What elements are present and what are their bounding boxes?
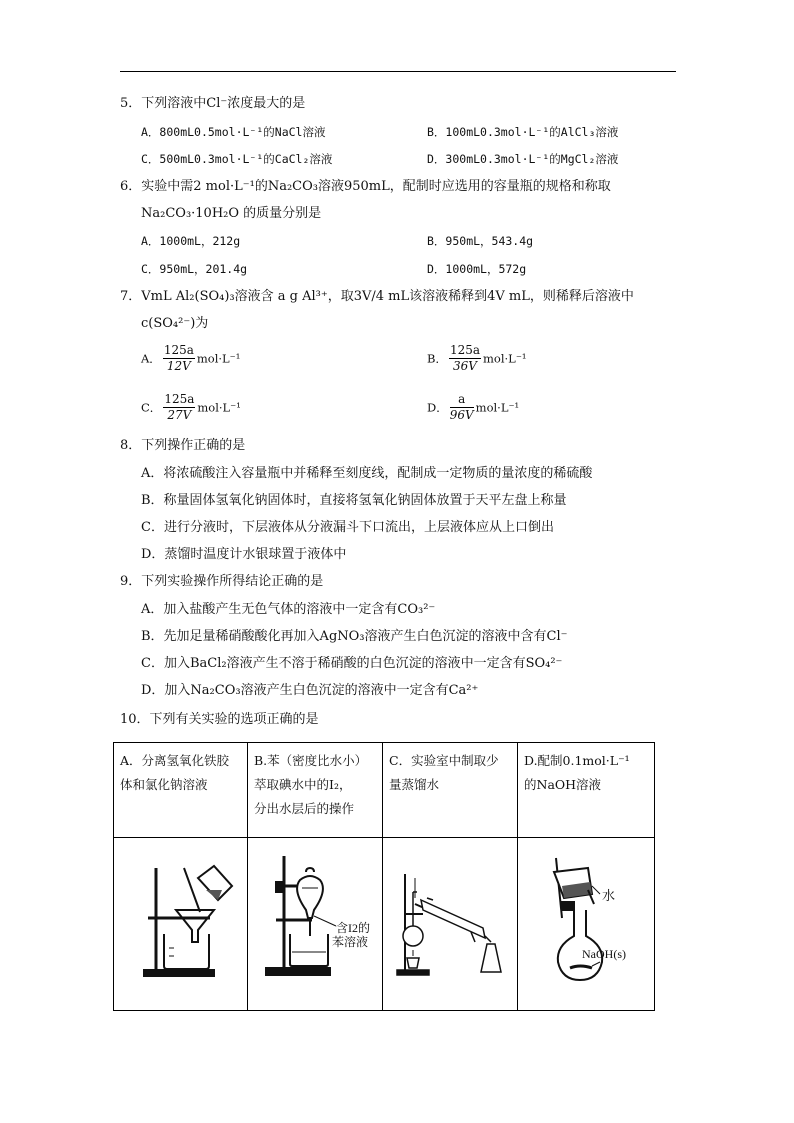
q10-figure-d xyxy=(518,838,655,1011)
q7-a-denominator: 12V xyxy=(166,359,191,373)
q7-option-a-fraction xyxy=(163,343,195,374)
q9-option-b: B．先加足量稀硝酸酸化再加入AgNO₃溶液产生白色沉淀的溶液中含有Cl⁻ xyxy=(141,629,568,644)
q8-option-b: B．称量固体氢氧化钠固体时，直接将氢氧化钠固体放置于天平左盘上称量 xyxy=(141,493,567,508)
q7-option-c-unit: mol·L⁻¹ xyxy=(197,400,241,415)
q7-option-b-label: B． xyxy=(427,351,447,366)
q9-stem: 9．下列实验操作所得结论正确的是 xyxy=(120,574,324,589)
q8-option-d: D．蒸馏时温度计水银球置于液体中 xyxy=(141,547,347,562)
q6-stem-line2: Na₂CO₃·10H₂O 的质量分别是 xyxy=(141,206,322,221)
q7-stem-line2: c(SO₄²⁻)为 xyxy=(141,316,209,331)
q7-option-d-fraction xyxy=(450,392,474,423)
q6-option-d: D．1000mL，572g xyxy=(427,262,527,276)
q6-option-a: A．1000mL，212g xyxy=(141,234,241,248)
q7-a-numerator: 125a xyxy=(163,343,194,357)
q10-figure-c xyxy=(383,838,518,1011)
distillation-apparatus-figure xyxy=(383,838,517,1002)
q10-stem: 10．下列有关实验的选项正确的是 xyxy=(120,712,319,727)
q8-option-a: A．将浓硫酸注入容量瓶中并稀释至刻度线，配制成一定物质的量浓度的稀硫酸 xyxy=(141,466,593,481)
q7-option-c xyxy=(141,392,241,423)
q10-c-line2: 量蒸馏水 xyxy=(389,777,440,792)
q7-option-b-fraction xyxy=(449,343,481,374)
q8-stem: 8．下列操作正确的是 xyxy=(120,438,246,453)
q7-b-denominator: 36V xyxy=(453,359,477,373)
q10-b-line3: 分出水层后的操作 xyxy=(254,801,355,816)
figure-d-naoh-label: NaOH(s) xyxy=(582,947,626,961)
q7-option-b-unit: mol·L⁻¹ xyxy=(483,351,527,366)
q7-option-a xyxy=(141,343,240,374)
q10-option-d-cell xyxy=(518,743,655,838)
q7-option-c-fraction xyxy=(163,392,195,423)
q8-option-c: C．进行分液时，下层液体从分液漏斗下口流出，上层液体应从上口倒出 xyxy=(141,520,554,535)
q9-option-c: C．加入BaCl₂溶液产生不溶于稀硝酸的白色沉淀的溶液中一定含有SO₄²⁻ xyxy=(141,656,563,671)
figure-b-label-line1: 含I2的 xyxy=(336,921,370,935)
q7-b-numerator: 125a xyxy=(449,343,481,357)
q10-options-table xyxy=(113,742,655,1011)
q10-c-line1: C．实验室中制取少 xyxy=(389,753,499,768)
q7-option-d-label: D． xyxy=(427,400,448,415)
q10-d-line2: 的NaOH溶液 xyxy=(524,777,602,792)
q10-figure-a xyxy=(114,838,248,1011)
figure-b-label-line2: 苯溶液 xyxy=(332,935,369,949)
q7-option-c-label: C． xyxy=(141,400,162,415)
filtration-apparatus-figure xyxy=(114,838,247,1002)
header-rule xyxy=(120,71,676,72)
q10-figure-row xyxy=(114,838,655,1011)
volumetric-flask-figure xyxy=(518,838,654,1002)
q7-d-numerator: a xyxy=(450,392,474,408)
q9-option-a: A．加入盐酸产生无色气体的溶液中一定含有CO₃²⁻ xyxy=(141,602,436,617)
q6-option-b: B．950mL，543.4g xyxy=(427,234,534,248)
q6-stem-line1: 6．实验中需2 mol·L⁻¹的Na₂CO₃溶液950mL，配制时应选用的容量瓶的规格和称取 xyxy=(120,179,611,194)
q10-figure-b xyxy=(248,838,383,1011)
separatory-funnel-figure xyxy=(248,838,382,1002)
q10-header-row xyxy=(114,743,655,838)
q6-option-c: C．950mL，201.4g xyxy=(141,262,248,276)
q5-option-d: D．300mL0.3mol·L⁻¹的MgCl₂溶液 xyxy=(427,152,619,166)
q10-option-b-cell xyxy=(248,743,383,838)
q5-option-b: B．100mL0.3mol·L⁻¹的AlCl₃溶液 xyxy=(427,125,619,139)
q10-b-line1: B.苯（密度比水小） xyxy=(254,753,368,768)
q10-b-line2: 萃取碘水中的I₂， xyxy=(254,777,352,792)
q7-option-d xyxy=(427,392,519,423)
q9-option-d: D．加入Na₂CO₃溶液产生白色沉淀的溶液中一定含有Ca²⁺ xyxy=(141,683,479,698)
q5-stem: 5．下列溶液中Cl⁻浓度最大的是 xyxy=(120,96,306,111)
q7-c-numerator: 125a xyxy=(164,392,195,406)
q7-d-denominator: 96V xyxy=(449,408,474,422)
q10-d-line1: D.配制0.1mol·L⁻¹ xyxy=(524,753,630,768)
q10-option-a-cell xyxy=(114,743,248,838)
q10-option-c-cell xyxy=(383,743,518,838)
q7-option-a-label: A． xyxy=(141,351,161,366)
q7-option-b xyxy=(427,343,527,374)
q7-option-a-unit: mol·L⁻¹ xyxy=(196,351,241,366)
q7-option-d-unit: mol·L⁻¹ xyxy=(475,400,520,415)
q7-c-denominator: 27V xyxy=(167,408,192,422)
q5-option-c: C．500mL0.3mol·L⁻¹的CaCl₂溶液 xyxy=(141,152,333,166)
q5-option-a: A．800mL0.5mol·L⁻¹的NaCl溶液 xyxy=(141,125,326,139)
q7-stem-line1: 7．VmL Al₂(SO₄)₃溶液含 a g Al³⁺，取3V/4 mL该溶液稀释到4V mL，则稀释后溶液中 xyxy=(120,289,634,304)
figure-d-water-label: 水 xyxy=(602,888,616,903)
q10-a-line1: A．分离氢氧化铁胶 xyxy=(120,753,230,768)
q10-a-line2: 体和氯化钠溶液 xyxy=(120,777,208,792)
